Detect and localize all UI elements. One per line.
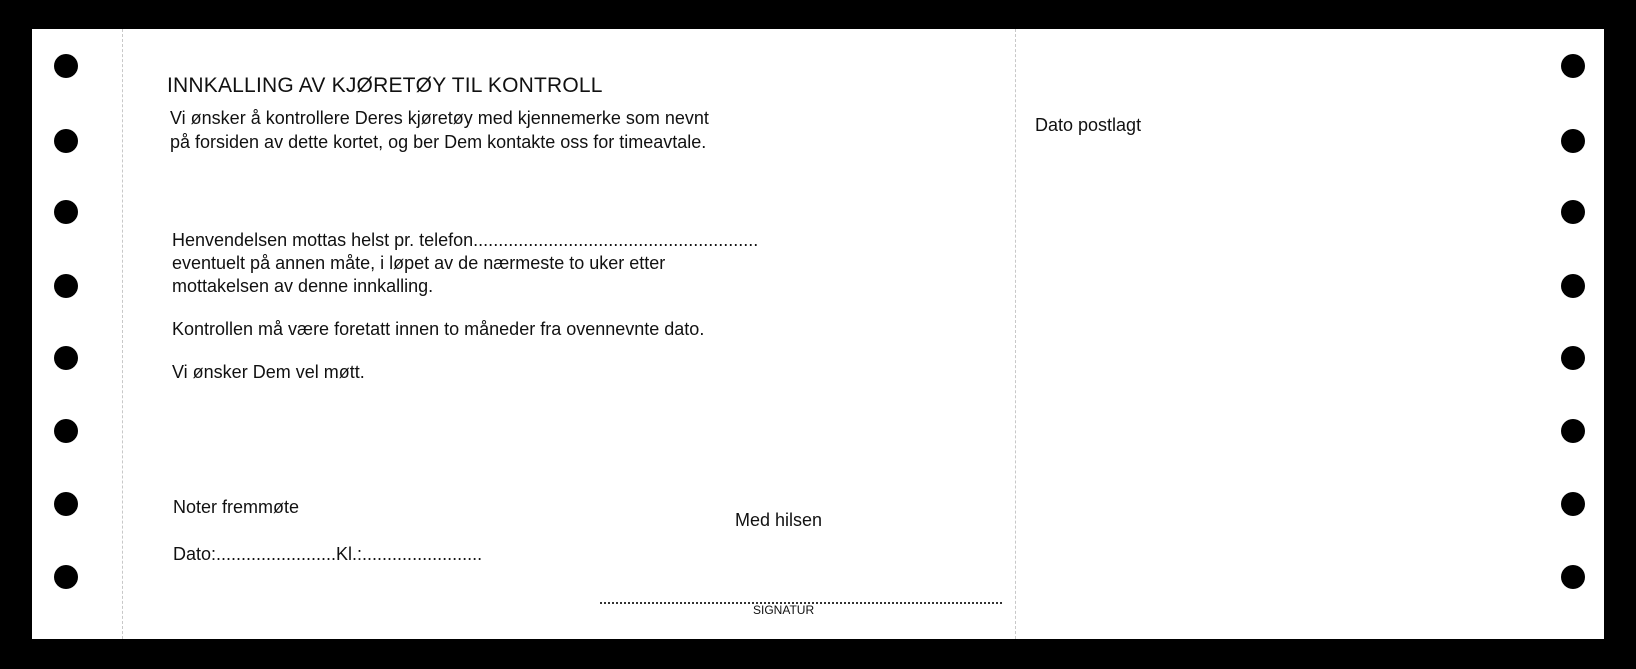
tractor-hole <box>1561 565 1585 589</box>
closing-text: Med hilsen <box>735 510 823 530</box>
tractor-hole <box>1561 274 1585 298</box>
tractor-hole <box>54 492 78 516</box>
attendance-label: Noter fremmøte <box>173 497 300 517</box>
tractor-hole <box>54 129 78 153</box>
tractor-hole <box>54 419 78 443</box>
contact-line-2: eventuelt på annen måte, i løpet av de nærmeste to uker etter <box>172 253 666 273</box>
tractor-hole <box>1561 129 1585 153</box>
welcome-text: Vi ønsker Dem vel møtt. <box>172 362 365 382</box>
contact-phone-line: Henvendelsen mottas helst pr. telefon......................................................... <box>172 230 759 250</box>
tractor-hole <box>1561 492 1585 516</box>
tractor-hole <box>54 565 78 589</box>
deadline-text: Kontrollen må være foretatt innen to måneder fra ovennevnte dato. <box>172 319 705 339</box>
left-perforation-line <box>122 29 123 639</box>
date-time-line: Dato:........................Kl.:........................ <box>173 544 483 564</box>
form-title: INNKALLING AV KJØRETØY TIL KONTROLL <box>167 74 603 97</box>
tractor-hole <box>54 200 78 224</box>
signature-label: SIGNATUR <box>753 603 815 617</box>
tractor-hole <box>1561 54 1585 78</box>
tractor-hole <box>1561 200 1585 224</box>
intro-line-1: Vi ønsker å kontrollere Deres kjøretøy med kjennemerke som nevnt <box>170 108 709 128</box>
form-card <box>32 29 1604 639</box>
tractor-hole <box>54 54 78 78</box>
tractor-hole <box>1561 346 1585 370</box>
tractor-hole <box>54 346 78 370</box>
intro-line-2: på forsiden av dette kortet, og ber Dem kontakte oss for timeavtale. <box>170 132 707 152</box>
tractor-hole <box>1561 419 1585 443</box>
tear-line <box>1015 29 1016 639</box>
tractor-hole <box>54 274 78 298</box>
posted-date-label: Dato postlagt <box>1035 115 1142 135</box>
contact-line-3: mottakelsen av denne innkalling. <box>172 276 434 296</box>
